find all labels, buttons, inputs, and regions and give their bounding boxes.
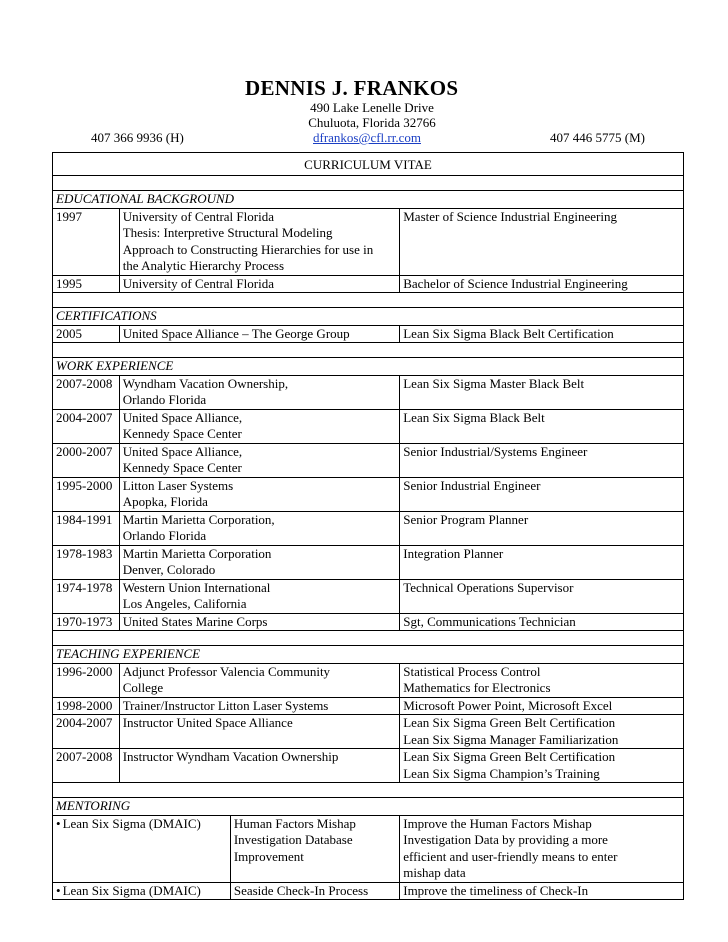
work-title: Senior Program Planner	[400, 511, 684, 545]
teaching-row	[53, 663, 684, 697]
certification-year: 2005	[53, 325, 120, 343]
phone-home: 407 366 9936 (H)	[91, 130, 184, 145]
work-title: Senior Industrial/Systems Engineer	[400, 443, 684, 477]
mentoring-row	[53, 882, 684, 900]
mentoring-project-line: Improvement	[233, 848, 304, 864]
teaching-subjects	[400, 715, 684, 749]
education-year: 1997	[53, 208, 120, 275]
certification-org: United Space Alliance – The George Group	[119, 325, 400, 343]
address-line-1: 490 Lake Lenelle Drive	[310, 100, 434, 115]
work-org	[119, 477, 400, 511]
work-years: 1995-2000	[53, 477, 120, 511]
cv-table	[52, 152, 684, 900]
work-location: Denver, Colorado	[122, 562, 216, 577]
work-org-name: Martin Marietta Corporation,	[122, 511, 275, 527]
work-row	[53, 443, 684, 477]
education-line: University of Central Florida	[122, 208, 274, 224]
work-location: Kennedy Space Center	[122, 426, 242, 441]
mentoring-project	[230, 815, 399, 882]
email-link[interactable]: dfrankos@cfl.rr.com	[313, 130, 421, 145]
teaching-subject: Microsoft Power Point, Microsoft Excel	[403, 697, 613, 713]
work-row	[53, 511, 684, 545]
mentoring-project	[230, 882, 399, 900]
work-title: Sgt, Communications Technician	[400, 613, 684, 631]
work-row	[53, 613, 684, 631]
teaching-role-line: Adjunct Professor Valencia Community	[122, 663, 331, 679]
work-years: 1978-1983	[53, 545, 120, 579]
teaching-subjects	[400, 663, 684, 697]
teaching-subject: Mathematics for Electronics	[403, 680, 551, 695]
work-years: 2000-2007	[53, 443, 120, 477]
mentoring-description	[400, 815, 684, 882]
work-row	[53, 545, 684, 579]
teaching-role	[119, 697, 400, 715]
teaching-role-line: Trainer/Instructor Litton Laser Systems	[122, 697, 329, 713]
teaching-row	[53, 697, 684, 715]
work-title: Technical Operations Supervisor	[400, 579, 684, 613]
work-row	[53, 409, 684, 443]
teaching-years: 1998-2000	[53, 697, 120, 715]
mentoring-method	[53, 815, 231, 882]
mentoring-desc-line: mishap data	[403, 865, 466, 880]
work-org-name: United Space Alliance,	[122, 443, 243, 459]
teaching-subject: Lean Six Sigma Champion’s Training	[403, 765, 600, 781]
work-org-name: Wyndham Vacation Ownership,	[122, 375, 289, 391]
teaching-subject: Lean Six Sigma Green Belt Certification	[403, 749, 616, 764]
work-years: 1970-1973	[53, 613, 120, 631]
work-org-name: Western Union International	[122, 579, 271, 595]
work-org	[119, 375, 400, 409]
teaching-role	[119, 663, 400, 697]
work-location: Apopka, Florida	[122, 494, 208, 509]
mentoring-desc-line: efficient and user-friendly means to enter	[403, 848, 618, 864]
work-org	[119, 511, 400, 545]
work-row	[53, 375, 684, 409]
work-row	[53, 579, 684, 613]
section-heading-teaching: TEACHING EXPERIENCE	[53, 646, 684, 664]
mentoring-method-label: Lean Six Sigma (DMAIC)	[62, 815, 201, 831]
mentoring-method-label: Lean Six Sigma (DMAIC)	[62, 882, 201, 898]
section-heading-work: WORK EXPERIENCE	[53, 358, 684, 376]
mentoring-desc-line: Investigation Data by providing a more	[403, 832, 608, 847]
education-institution: University of Central Florida	[119, 275, 400, 293]
mentoring-desc-line: Improve the Human Factors Mishap	[403, 815, 592, 831]
work-years: 1984-1991	[53, 511, 120, 545]
education-year: 1995	[53, 275, 120, 293]
work-location: Orlando Florida	[122, 392, 207, 407]
teaching-subject: Statistical Process Control	[403, 663, 541, 679]
education-institution	[119, 208, 400, 275]
teaching-role-line: College	[122, 680, 164, 695]
education-row	[53, 275, 684, 293]
cv-title: CURRICULUM VITAE	[53, 153, 684, 176]
teaching-subjects	[400, 697, 684, 715]
teaching-role-line: Instructor United Space Alliance	[122, 715, 293, 730]
mentoring-project-line: Human Factors Mishap	[233, 815, 356, 831]
work-org	[119, 545, 400, 579]
education-line: Thesis: Interpretive Structural Modeling	[122, 225, 333, 240]
work-org-name: United States Marine Corps	[122, 613, 268, 629]
work-years: 2007-2008	[53, 375, 120, 409]
teaching-row	[53, 749, 684, 783]
education-degree: Master of Science Industrial Engineering	[400, 208, 684, 275]
work-years: 2004-2007	[53, 409, 120, 443]
work-row	[53, 477, 684, 511]
phone-mobile: 407 446 5775 (M)	[550, 130, 645, 145]
work-location: Kennedy Space Center	[122, 460, 242, 475]
work-org	[119, 613, 400, 631]
section-heading-education: EDUCATIONAL BACKGROUND	[53, 191, 684, 209]
teaching-row	[53, 715, 684, 749]
work-title: Lean Six Sigma Master Black Belt	[400, 375, 684, 409]
mentoring-method	[53, 882, 231, 900]
teaching-subject: Lean Six Sigma Green Belt Certification	[403, 715, 616, 730]
certification-name: Lean Six Sigma Black Belt Certification	[400, 325, 684, 343]
work-org	[119, 579, 400, 613]
mentoring-project-line: Investigation Database	[233, 832, 353, 847]
teaching-role	[119, 749, 400, 783]
work-org-name: United Space Alliance,	[122, 409, 243, 425]
work-org-name: Litton Laser Systems	[122, 477, 234, 493]
education-degree: Bachelor of Science Industrial Engineering	[400, 275, 684, 293]
teaching-subjects	[400, 749, 684, 783]
mentoring-row	[53, 815, 684, 882]
teaching-role-line: Instructor Wyndham Vacation Ownership	[122, 749, 339, 764]
section-heading-mentoring: MENTORING	[53, 798, 684, 816]
work-org	[119, 443, 400, 477]
address-line-2: Chuluota, Florida 32766	[308, 115, 436, 130]
education-line: Approach to Constructing Hierarchies for use in	[122, 241, 374, 257]
work-location: Orlando Florida	[122, 528, 207, 543]
work-org-name: Martin Marietta Corporation	[122, 545, 272, 561]
section-heading-certifications: CERTIFICATIONS	[53, 308, 684, 326]
work-org	[119, 409, 400, 443]
mentoring-desc-line: Improve the timeliness of Check-In	[403, 882, 589, 898]
teaching-role	[119, 715, 400, 749]
education-line: the Analytic Hierarchy Process	[122, 258, 285, 273]
teaching-years: 2007-2008	[53, 749, 120, 783]
work-title: Lean Six Sigma Black Belt	[400, 409, 684, 443]
mentoring-project-line: Seaside Check-In Process	[233, 882, 369, 898]
mentoring-description	[400, 882, 684, 900]
work-title: Senior Industrial Engineer	[400, 477, 684, 511]
resume-name: DENNIS J. FRANKOS	[245, 76, 459, 100]
work-years: 1974-1978	[53, 579, 120, 613]
education-row	[53, 208, 684, 275]
certification-row	[53, 325, 684, 343]
work-location: Los Angeles, California	[122, 596, 247, 611]
work-title: Integration Planner	[400, 545, 684, 579]
teaching-years: 2004-2007	[53, 715, 120, 749]
teaching-years: 1996-2000	[53, 663, 120, 697]
teaching-subject: Lean Six Sigma Manager Familiarization	[403, 731, 619, 747]
